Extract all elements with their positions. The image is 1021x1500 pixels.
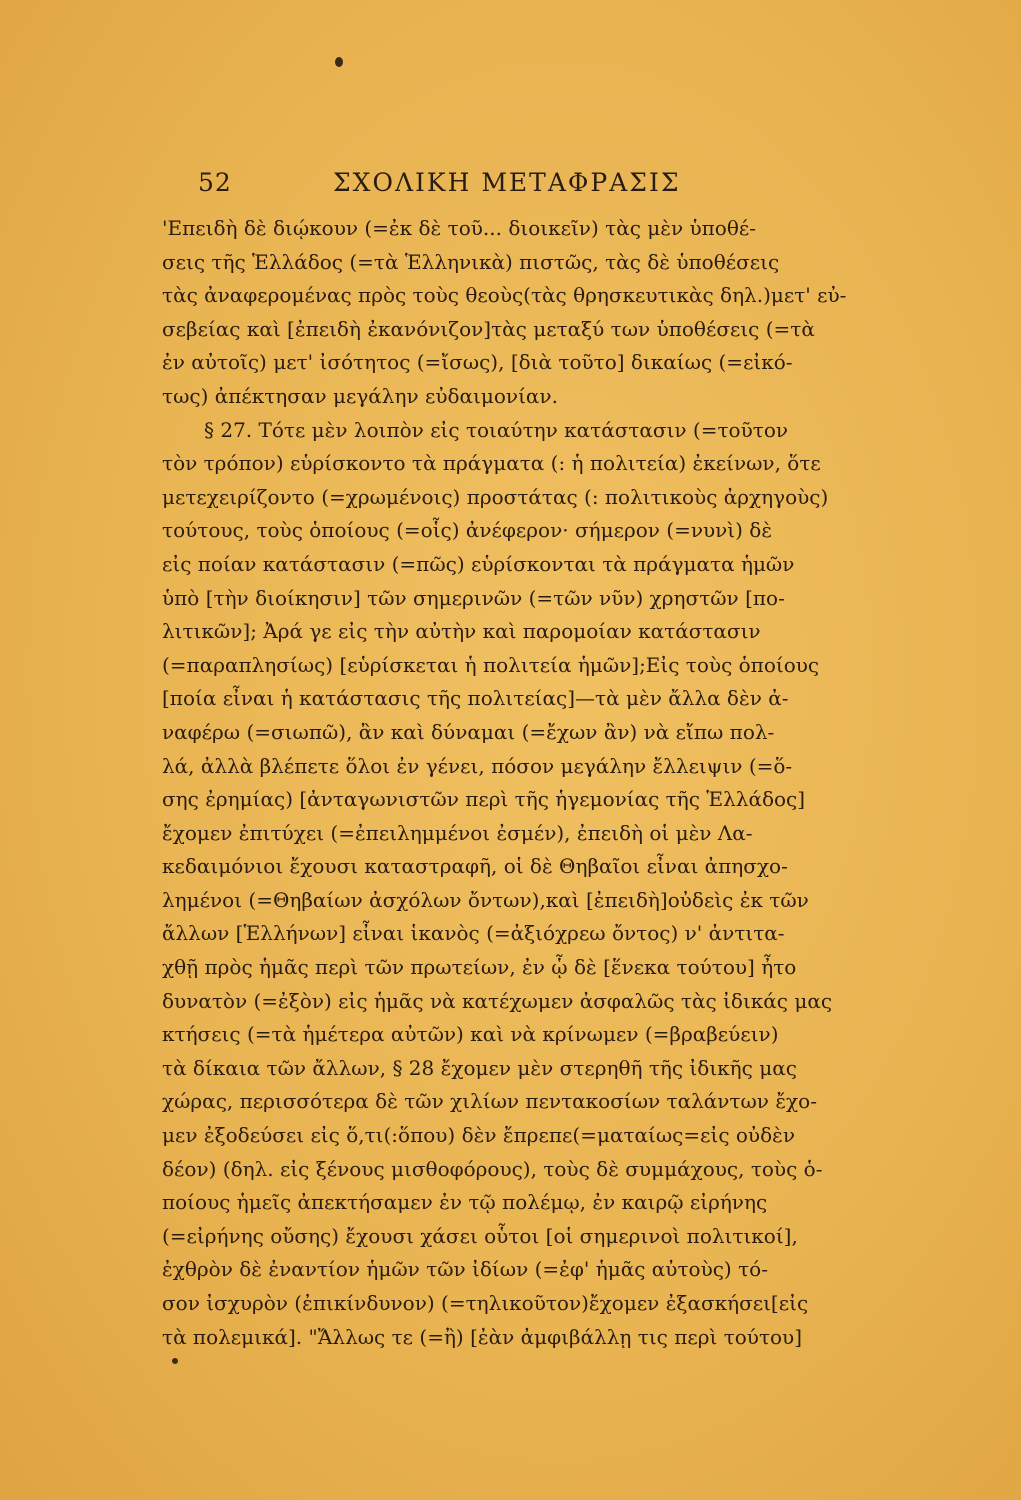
text-line: σης ἐρημίας) [ἀνταγωνιστῶν περὶ τῆς ἡγεμονίας τῆς Ἑλλάδος] [162,787,806,812]
text-line: λημένοι (=Θηβαίων ἀσχόλων ὄντων),καὶ [ἐπειδὴ]οὐδεὶς ἐκ τῶν [162,887,809,912]
ink-speck [172,1358,178,1364]
running-title: ΣΧΟΛΙΚΗ ΜΕΤΑΦΡΑΣΙΣ [333,168,681,197]
text-line: ἔχομεν ἐπιτύχει (=ἐπειλημμένοι ἐσμέν), ἐπειδὴ οἱ μὲν Λα- [162,820,753,845]
text-line: τὰς ἀναφερομένας πρὸς τοὺς θεοὺς(τὰς θρησκευτικὰς δηλ.)μετ' εὐ- [162,283,847,308]
text-line: μεν ἐξοδεύσει εἰς ὅ,τι(:ὅπου) δὲν ἔπρεπε(=ματαίως=εἰς οὐδὲν [162,1123,796,1148]
text-line: κεδαιμόνιοι ἔχουσι καταστραφῆ, οἱ δὲ Θηβαῖοι εἶναι ἀπησχο- [162,854,788,879]
text-line: ἄλλων [Ἑλλήνων] εἶναι ἱκανὸς (=ἀξιόχρεω ὄντος) ν' ἀντιτα- [162,921,785,946]
text-line: § 27. Τότε μὲν λοιπὸν εἰς τοιαύτην κατάστασιν (=τοῦτον [204,417,789,442]
text-line: τως) ἀπέκτησαν μεγάλην εὐδαιμονίαν. [162,383,558,408]
page-header [198,168,918,198]
text-line: ὑπὸ [τὴν διοίκησιν] τῶν σημερινῶν (=τῶν νῦν) χρηστῶν [πο- [162,585,785,610]
text-line: τὰ πολεμικά]. "Ἄλλως τε (=ἢ) [ἐὰν ἀμφιβάλλῃ τις περὶ τούτου] [162,1324,803,1349]
text-line: μετεχειρίζοντο (=χρωμένοις) προστάτας (: πολιτικοὺς ἀρχηγοὺς) [162,484,829,509]
text-line: σεις τῆς Ἑλλάδος (=τὰ Ἑλληνικὰ) πιστῶς, τὰς δὲ ὑποθέσεις [162,249,780,274]
text-line: ἐν αὐτοῖς) μετ' ἰσότητος (=ἴσως), [διὰ τοῦτο] δικαίως (=εἰκό- [162,350,793,375]
text-line: [ποία εἶναι ἡ κατάστασις τῆς πολιτείας]—τὰ μὲν ἄλλα δὲν ἀ- [162,686,789,711]
text-line: χθῇ πρὸς ἡμᾶς περὶ τῶν πρωτείων, ἐν ᾧ δὲ [ἕνεκα τούτου] ἦτο [162,955,797,980]
text-line: ναφέρω (=σιωπῶ), ἂν καὶ δύναμαι (=ἔχων ἂν) νὰ εἴπω πολ- [162,719,775,744]
text-line: λιτικῶν]; Ἀρά γε εἰς τὴν αὐτὴν καὶ παρομοίαν κατάστασιν [162,619,761,644]
text-line: (=παραπλησίως) [εὑρίσκεται ἡ πολιτεία ἡμῶν];Εἰς τοὺς ὁποίους [162,652,820,677]
text-line: χώρας, περισσότερα δὲ τῶν χιλίων πεντακοσίων ταλάντων ἔχο- [162,1089,817,1114]
text-line: λά, ἀλλὰ βλέπετε ὅλοι ἐν γένει, πόσον μεγάλην ἔλλειψιν (=ὅ- [162,753,793,778]
text-line: εἰς ποίαν κατάστασιν (=πῶς) εὑρίσκονται τὰ πράγματα ἡμῶν [162,551,795,576]
text-line: ἐχθρὸν δὲ ἐναντίον ἡμῶν τῶν ἰδίων (=ἐφ' ἡμᾶς αὐτοὺς) τό- [162,1257,768,1282]
text-line: δέον) (δηλ. εἰς ξένους μισθοφόρους), τοὺς δὲ συμμάχους, τοὺς ὁ- [162,1156,823,1181]
text-line: 'Επειδὴ δὲ διῴκουν (=ἐκ δὲ τοῦ... διοικεῖν) τὰς μὲν ὑποθέ- [162,216,757,240]
ink-speck [335,57,343,67]
text-line: ποίους ἡμεῖς ἀπεκτήσαμεν ἐν τῷ πολέμῳ, ἐν καιρῷ εἰρήνης [162,1190,768,1215]
text-line: (=εἰρήνης οὔσης) ἔχουσι χάσει οὗτοι [οἱ σημερινοὶ πολιτικοί], [162,1223,798,1248]
page-number: 52 [198,168,232,197]
text-line: τούτους, τοὺς ὁποίους (=οἷς) ἀνέφερον· σήμερον (=νυνὶ) δὲ [162,518,773,543]
text-line: τὸν τρόπον) εὑρίσκοντο τὰ πράγματα (: ἡ πολιτεία) ἐκείνων, ὅτε [162,451,821,476]
text-line: δυνατὸν (=ἐξὸν) εἰς ἡμᾶς νὰ κατέχωμεν ἀσφαλῶς τὰς ἰδικάς μας [162,988,833,1013]
text-line: σον ἰσχυρὸν (ἐπικίνδυνον) (=τηλικοῦτον)ἔχομεν ἐξασκήσει[εἰς [162,1291,809,1315]
text-line: τὰ δίκαια τῶν ἄλλων, § 28 ἔχομεν μὲν στερηθῆ τῆς ἰδικῆς μας [162,1055,797,1080]
body-text [162,212,910,1354]
text-line: σεβείας καὶ [ἐπειδὴ ἐκανόνιζον]τὰς μεταξύ των ὑποθέσεις (=τὰ [162,316,815,341]
text-line: κτήσεις (=τὰ ἡμέτερα αὐτῶν) καὶ νὰ κρίνωμεν (=βραβεύειν) [162,1022,779,1047]
